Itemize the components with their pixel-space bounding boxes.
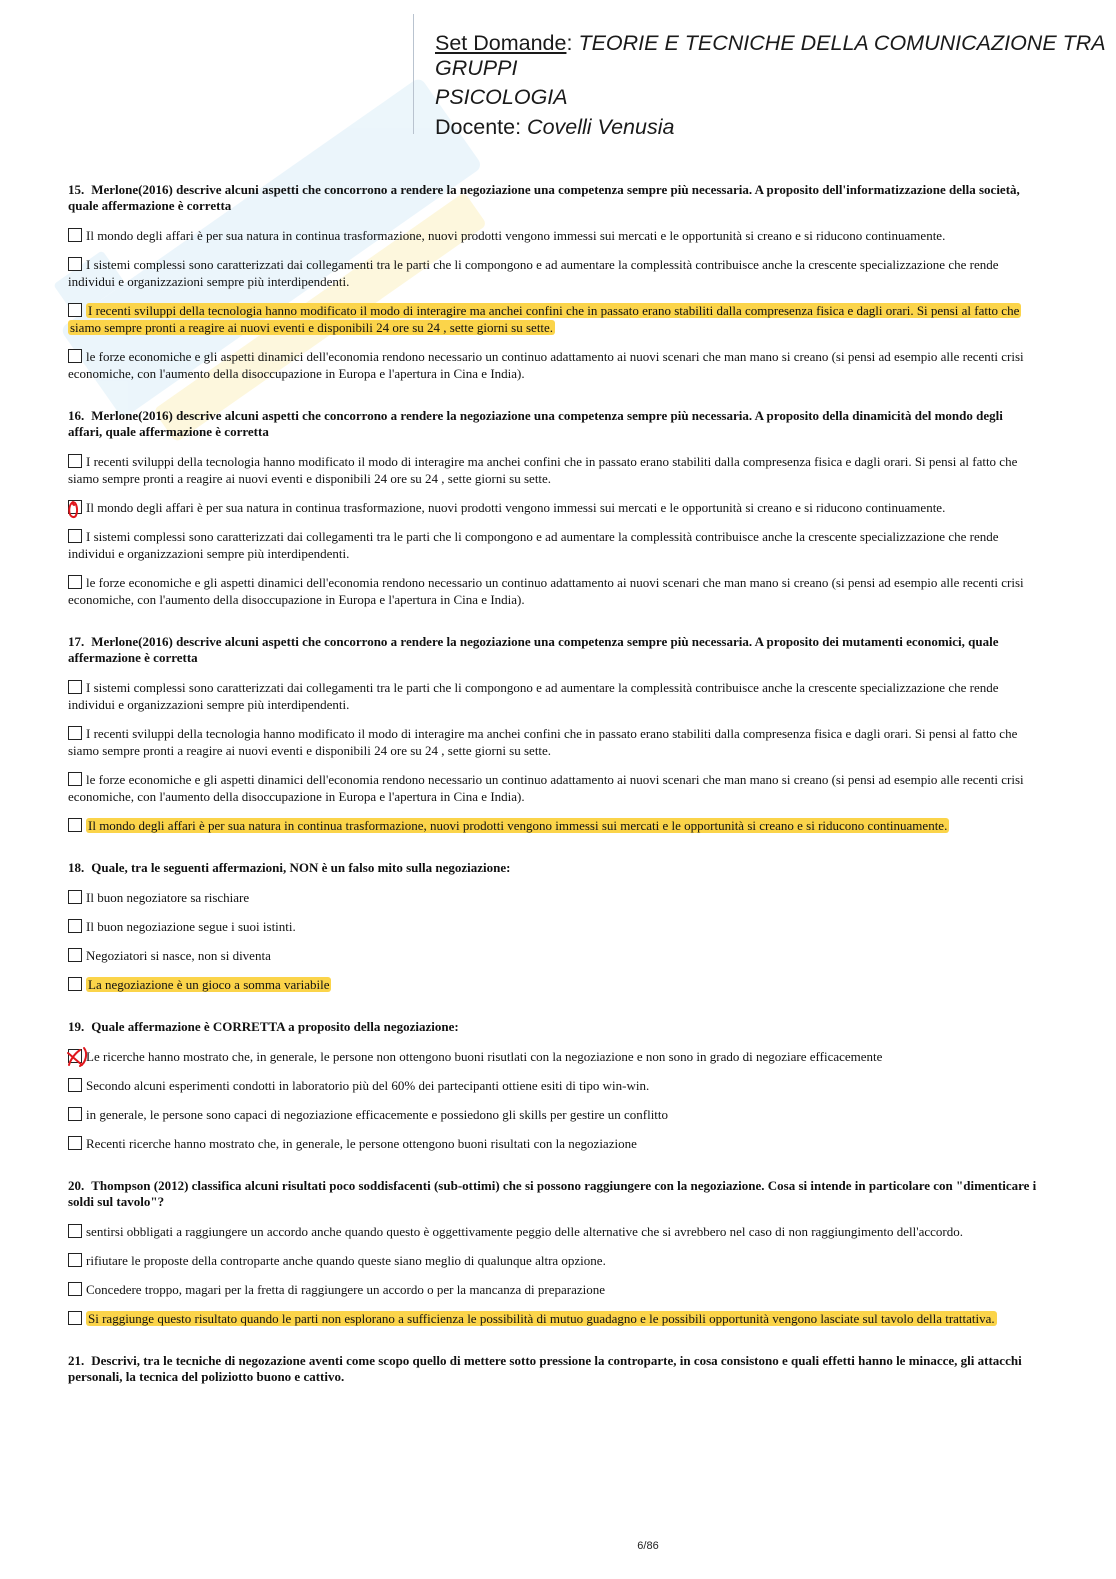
question-heading: 15. Merlone(2016) descrive alcuni aspetti che concorrono a rendere la negoziazione una competenza sempre più necessaria. A proposito dell'informatizzazione della società, quale affermazione è corretta bbox=[68, 182, 1020, 213]
answer-checkbox[interactable] bbox=[68, 726, 82, 740]
answer-option: I sistemi complessi sono caratterizzati dai collegamenti tra le parti che li compongono e ad aumentare la complessità contribuisce anche la crescente specializzazione che rende individui e organizzazioni sempre più interdipendenti. bbox=[68, 257, 999, 289]
highlighted-answer: Si raggiunge questo risultato quando le parti non esplorano a sufficienza le possibilità di mutuo guadagno e le possibili opportunità vengono lasciate sul tavolo della trattativa. bbox=[88, 1311, 995, 1326]
answer-option: Il buon negoziatore sa rischiare bbox=[68, 889, 1040, 906]
question-21 bbox=[68, 1353, 1040, 1385]
answer-option-highlighted bbox=[68, 1310, 1040, 1327]
answer-option-marked: Le ricerche hanno mostrato che, in generale, le persone non ottengono buoni risutlati con la negoziazione e non sono in grado di negoziare efficacemente bbox=[68, 1048, 1040, 1065]
answer-option: I recenti sviluppi della tecnologia hanno modificato il modo di interagire ma anchei confini che in passato erano stabiliti dalla compresenza fisica e dagli orari. Si pensi al fatto che siamo sempre pronti a reagire ai nuovi eventi e disponibili 24 ore su 24 , sette giorni su sette. bbox=[68, 726, 1018, 758]
answer-option: Negoziatori si nasce, non si diventa bbox=[68, 947, 1040, 964]
question-list bbox=[68, 182, 1040, 1411]
department: PSICOLOGIA bbox=[435, 85, 568, 109]
course-title-line-1: Set Domande: TEORIE E TECNICHE DELLA COMUNICAZIONE TRA bbox=[435, 31, 1106, 55]
document-header bbox=[413, 14, 1106, 139]
answer-checkbox[interactable] bbox=[68, 948, 82, 962]
question-heading: 17. Merlone(2016) descrive alcuni aspetti che concorrono a rendere la negoziazione una competenza sempre più necessaria. A proposito dei mutamenti economici, quale affermazione è corretta bbox=[68, 634, 999, 665]
answer-checkbox[interactable] bbox=[68, 772, 82, 786]
set-domande-label: Set Domande bbox=[435, 31, 567, 55]
answer-checkbox[interactable] bbox=[68, 1224, 82, 1238]
answer-option: rifiutare le proposte della controparte anche quando queste siano meglio di qualunque altra opzione. bbox=[68, 1252, 1040, 1269]
answer-option: Recenti ricerche hanno mostrato che, in generale, le persone ottengono buoni risultati con la negoziazione bbox=[68, 1135, 1040, 1152]
course-title-line-2: GRUPPI bbox=[435, 56, 518, 80]
answer-checkbox[interactable] bbox=[68, 1078, 82, 1092]
question-19 bbox=[68, 1019, 1040, 1152]
answer-option: Il buon negoziazione segue i suoi istinti. bbox=[68, 918, 1040, 935]
question-heading: 21. Descrivi, tra le tecniche di negozazione aventi come scopo quello di mettere sotto pressione la controparte, in cosa consistono e quali effetti hanno le minacce, gli attacchi personali, la tecnica del poliziotto buono e cattivo. bbox=[68, 1353, 1022, 1384]
question-heading: 16. Merlone(2016) descrive alcuni aspetti che concorrono a rendere la negoziazione una competenza sempre più necessaria. A proposito della dinamicità del mondo degli affari, quale affermazione è corretta bbox=[68, 408, 1003, 439]
question-20 bbox=[68, 1178, 1040, 1327]
answer-option-highlighted bbox=[68, 302, 1040, 336]
answer-option: Secondo alcuni esperimenti condotti in laboratorio più del 60% dei partecipanti ottiene esiti di tipo win-win. bbox=[68, 1077, 1040, 1094]
question-17 bbox=[68, 634, 1040, 834]
answer-checkbox[interactable] bbox=[68, 454, 82, 468]
answer-option: sentirsi obbligati a raggiungere un accordo anche quando questo è oggettivamente peggio delle alternative che si avrebbero nel caso di non raggiungimento dell'accordo. bbox=[68, 1223, 1040, 1240]
page-number: 6/86 bbox=[637, 1540, 659, 1552]
answer-checkbox[interactable] bbox=[68, 257, 82, 271]
answer-checkbox[interactable] bbox=[68, 680, 82, 694]
answer-option: I sistemi complessi sono caratterizzati dai collegamenti tra le parti che li compongono e ad aumentare la complessità contribuisce anche la crescente specializzazione che rende individui e organizzazioni sempre più interdipendenti. bbox=[68, 529, 999, 561]
answer-option-highlighted bbox=[68, 976, 1040, 993]
answer-checkbox[interactable] bbox=[68, 1253, 82, 1267]
answer-option: I recenti sviluppi della tecnologia hanno modificato il modo di interagire ma anchei confini che in passato erano stabiliti dalla compresenza fisica e dagli orari. Si pensi al fatto che siamo sempre pronti a reagire ai nuovi eventi e disponibili 24 ore su 24 , sette giorni su sette. bbox=[68, 454, 1018, 486]
answer-option: le forze economiche e gli aspetti dinamici dell'economia rendono necessario un continuo adattamento ai nuovi scenari che man mano si creano (si pensi ad esempio alle recenti crisi economiche, con l'aumento della disoccupazione in Europa e l'apertura in Cina e India). bbox=[68, 772, 1024, 804]
answer-checkbox[interactable] bbox=[68, 575, 82, 589]
answer-checkbox[interactable] bbox=[68, 1136, 82, 1150]
question-heading: 19. Quale affermazione è CORRETTA a proposito della negoziazione: bbox=[68, 1019, 459, 1034]
question-15 bbox=[68, 182, 1040, 382]
answer-option-marked: Il mondo degli affari è per sua natura in continua trasformazione, nuovi prodotti vengono immessi sui mercati e le opportunità si creano e si riducono continuamente. bbox=[68, 499, 1040, 516]
course-name: TEORIE E TECNICHE DELLA COMUNICAZIONE TRA bbox=[578, 31, 1106, 55]
answer-checkbox[interactable] bbox=[68, 349, 82, 363]
answer-option-highlighted bbox=[68, 817, 1040, 834]
highlighted-answer: Il mondo degli affari è per sua natura in continua trasformazione, nuovi prodotti vengono immessi sui mercati e le opportunità si creano e si riducono continuamente. bbox=[88, 818, 948, 833]
question-heading: 18. Quale, tra le seguenti affermazioni, NON è un falso mito sulla negoziazione: bbox=[68, 860, 511, 875]
highlighted-answer: La negoziazione è un gioco a somma variabile bbox=[88, 977, 330, 992]
answer-checkbox[interactable] bbox=[68, 1282, 82, 1296]
answer-checkbox[interactable] bbox=[68, 818, 82, 832]
question-16 bbox=[68, 408, 1040, 608]
answer-checkbox[interactable] bbox=[68, 1049, 82, 1063]
question-18 bbox=[68, 860, 1040, 993]
teacher-line bbox=[435, 114, 674, 140]
answer-checkbox[interactable] bbox=[68, 228, 82, 242]
answer-checkbox[interactable] bbox=[68, 977, 82, 991]
question-heading: 20. Thompson (2012) classifica alcuni risultati poco soddisfacenti (sub-ottimi) che si possono raggiungere con la negoziazione. Cosa si intende in particolare con "dimenticare i soldi sul tavolo"? bbox=[68, 1178, 1037, 1209]
answer-checkbox[interactable] bbox=[68, 529, 82, 543]
answer-checkbox[interactable] bbox=[68, 890, 82, 904]
teacher-name: Covelli Venusia bbox=[527, 115, 675, 139]
answer-checkbox[interactable] bbox=[68, 1311, 82, 1325]
highlighted-answer: I recenti sviluppi della tecnologia hanno modificato il modo di interagire ma anchei confini che in passato erano stabiliti dalla compresenza fisica e dagli orari. Si pensi al fatto che siamo sempre pronti a reagire ai nuovi eventi e disponibili 24 ore su 24 , sette giorni su sette. bbox=[70, 303, 1020, 335]
answer-option: in generale, le persone sono capaci di negoziazione efficacemente e possiedono gli skills per gestire un conflitto bbox=[68, 1106, 1040, 1123]
answer-checkbox[interactable] bbox=[68, 919, 82, 933]
answer-checkbox[interactable] bbox=[68, 303, 82, 317]
answer-option: Concedere troppo, magari per la fretta di raggiungere un accordo o per la mancanza di preparazione bbox=[68, 1281, 1040, 1298]
answer-option: I sistemi complessi sono caratterizzati dai collegamenti tra le parti che li compongono e ad aumentare la complessità contribuisce anche la crescente specializzazione che rende individui e organizzazioni sempre più interdipendenti. bbox=[68, 680, 999, 712]
answer-option: le forze economiche e gli aspetti dinamici dell'economia rendono necessario un continuo adattamento ai nuovi scenari che man mano si creano (si pensi ad esempio alle recenti crisi economiche, con l'aumento della disoccupazione in Europa e l'apertura in Cina e India). bbox=[68, 575, 1024, 607]
teacher-label: Docente: bbox=[435, 115, 522, 139]
answer-checkbox[interactable] bbox=[68, 1107, 82, 1121]
answer-checkbox[interactable] bbox=[68, 500, 82, 514]
answer-option: Il mondo degli affari è per sua natura in continua trasformazione, nuovi prodotti vengono immessi sui mercati e le opportunità si creano e si riducono continuamente. bbox=[68, 227, 1040, 244]
answer-option: le forze economiche e gli aspetti dinamici dell'economia rendono necessario un continuo adattamento ai nuovi scenari che man mano si creano (si pensi ad esempio alle recenti crisi economiche, con l'aumento della disoccupazione in Europa e l'apertura in Cina e India). bbox=[68, 349, 1024, 381]
